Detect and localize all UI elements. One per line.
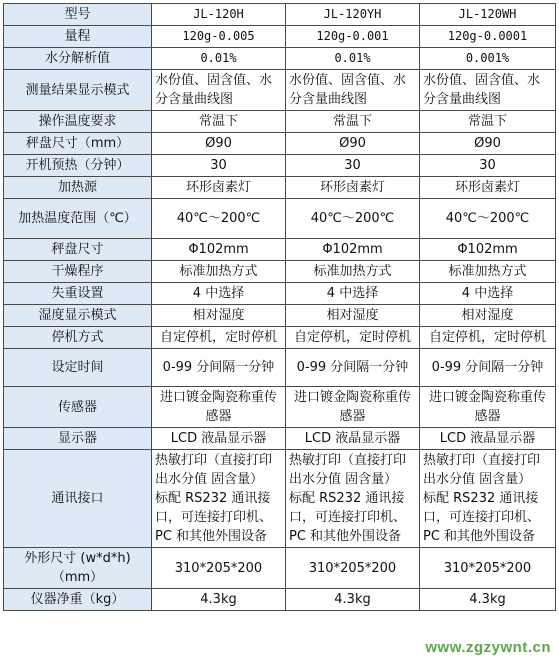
table-cell: 4 中选择: [420, 283, 556, 305]
table-cell: 水份值、固含值、水分含量曲线图: [420, 70, 556, 111]
table-cell: 310*205*200: [152, 548, 286, 589]
table-row: [4, 450, 556, 548]
row-label: 湿度显示模式: [4, 305, 152, 327]
row-label: 停机方式: [4, 327, 152, 349]
model-cell: JL-120YH: [286, 4, 420, 26]
row-label: 秤盘尺寸: [4, 239, 152, 261]
table-cell: 进口镀金陶瓷称重传感器: [420, 387, 556, 428]
row-label: 水分解析值: [4, 48, 152, 70]
table-row: [4, 239, 556, 261]
table-row: [4, 305, 556, 327]
row-label: 加热源: [4, 177, 152, 199]
table-cell: 环形卤素灯: [152, 177, 286, 199]
row-label: 失重设置: [4, 283, 152, 305]
table-cell: 4.3kg: [152, 589, 286, 611]
table-cell: 相对湿度: [286, 305, 420, 327]
table-cell: 310*205*200: [420, 548, 556, 589]
row-label: 显示器: [4, 428, 152, 450]
row-label: 开机预热（分钟）: [4, 155, 152, 177]
row-label: 设定时间: [4, 349, 152, 387]
table-cell: 热敏打印（直接打印出水分值 固含量） 标配 RS232 通讯接口，可连接打印机、PC 和其他外围设备: [152, 450, 286, 548]
model-cell: JL-120WH: [420, 4, 556, 26]
table-cell: Ø90: [286, 133, 420, 155]
table-cell: 相对湿度: [152, 305, 286, 327]
table-row: [4, 349, 556, 387]
table-row: [4, 283, 556, 305]
table-row: [4, 155, 556, 177]
table-cell: 进口镀金陶瓷称重传感器: [152, 387, 286, 428]
table-cell: 自定停机，定时停机: [286, 327, 420, 349]
row-label: 测量结果显示模式: [4, 70, 152, 111]
table-cell: 标准加热方式: [152, 261, 286, 283]
table-cell: Ø90: [420, 133, 556, 155]
table-cell: 0-99 分间隔一分钟: [420, 349, 556, 387]
table-cell: 相对湿度: [420, 305, 556, 327]
watermark: www.zgzywnt.cn: [425, 639, 551, 656]
table-row: [4, 387, 556, 428]
table-cell: 热敏打印（直接打印出水分值 固含量） 标配 RS232 通讯接口，可连接打印机、PC 和其他外围设备: [420, 450, 556, 548]
table-cell: 常温下: [420, 111, 556, 133]
table-cell: 40℃～200℃: [420, 199, 556, 239]
table-cell: 40℃～200℃: [286, 199, 420, 239]
table-cell: 4 中选择: [152, 283, 286, 305]
table-cell: 120g-0.001: [286, 26, 420, 48]
row-label: 通讯接口: [4, 450, 152, 548]
table-cell: 标准加热方式: [420, 261, 556, 283]
table-cell: 0.01%: [152, 48, 286, 70]
table-cell: 310*205*200: [286, 548, 420, 589]
table-cell: Φ102mm: [152, 239, 286, 261]
table-row: [4, 261, 556, 283]
table-row: [4, 199, 556, 239]
table-cell: 常温下: [286, 111, 420, 133]
table-cell: 水份值、固含值、水分含量曲线图: [152, 70, 286, 111]
table-cell: LCD 液晶显示器: [420, 428, 556, 450]
table-cell: 标准加热方式: [286, 261, 420, 283]
table-cell: 4.3kg: [420, 589, 556, 611]
table-cell: 0-99 分间隔一分钟: [152, 349, 286, 387]
table-cell: 4.3kg: [286, 589, 420, 611]
row-label: 外形尺寸 (w*d*h)（mm）: [4, 548, 152, 589]
table-cell: LCD 液晶显示器: [152, 428, 286, 450]
table-cell: 自定停机，定时停机: [420, 327, 556, 349]
table-row: [4, 589, 556, 611]
table-row: [4, 111, 556, 133]
table-cell: 环形卤素灯: [420, 177, 556, 199]
table-cell: Ø90: [152, 133, 286, 155]
table-row: [4, 548, 556, 589]
table-cell: 30: [152, 155, 286, 177]
table-cell: 30: [420, 155, 556, 177]
table-cell: 常温下: [152, 111, 286, 133]
table-cell: 4 中选择: [286, 283, 420, 305]
table-cell: 30: [286, 155, 420, 177]
row-label: 加热温度范围（℃）: [4, 199, 152, 239]
row-label: 量程: [4, 26, 152, 48]
table-row: [4, 26, 556, 48]
table-cell: 环形卤素灯: [286, 177, 420, 199]
table-cell: 0-99 分间隔一分钟: [286, 349, 420, 387]
row-label: 型号: [4, 4, 152, 26]
model-cell: JL-120H: [152, 4, 286, 26]
table-cell: 0.001%: [420, 48, 556, 70]
row-label: 传感器: [4, 387, 152, 428]
table-row: [4, 133, 556, 155]
row-label: 干燥程序: [4, 261, 152, 283]
table-cell: 40℃～200℃: [152, 199, 286, 239]
table-cell: 120g-0.005: [152, 26, 286, 48]
table-cell: 0.01%: [286, 48, 420, 70]
row-label: 仪器净重（kg）: [4, 589, 152, 611]
table-cell: 水份值、固含值、水分含量曲线图: [286, 70, 420, 111]
table-cell: LCD 液晶显示器: [286, 428, 420, 450]
table-cell: 热敏打印（直接打印出水分值 固含量） 标配 RS232 通讯接口，可连接打印机、PC 和其他外围设备: [286, 450, 420, 548]
table-cell: Φ102mm: [420, 239, 556, 261]
table-row: [4, 428, 556, 450]
table-row: [4, 70, 556, 111]
table-row: [4, 48, 556, 70]
table-cell: 进口镀金陶瓷称重传感器: [286, 387, 420, 428]
spec-table: [3, 3, 556, 611]
table-row: [4, 327, 556, 349]
table-cell: 自定停机，定时停机: [152, 327, 286, 349]
row-label: 操作温度要求: [4, 111, 152, 133]
row-label: 秤盘尺寸（mm）: [4, 133, 152, 155]
table-cell: Φ102mm: [286, 239, 420, 261]
table-row: [4, 177, 556, 199]
table-cell: 120g-0.0001: [420, 26, 556, 48]
table-row: [4, 4, 556, 26]
